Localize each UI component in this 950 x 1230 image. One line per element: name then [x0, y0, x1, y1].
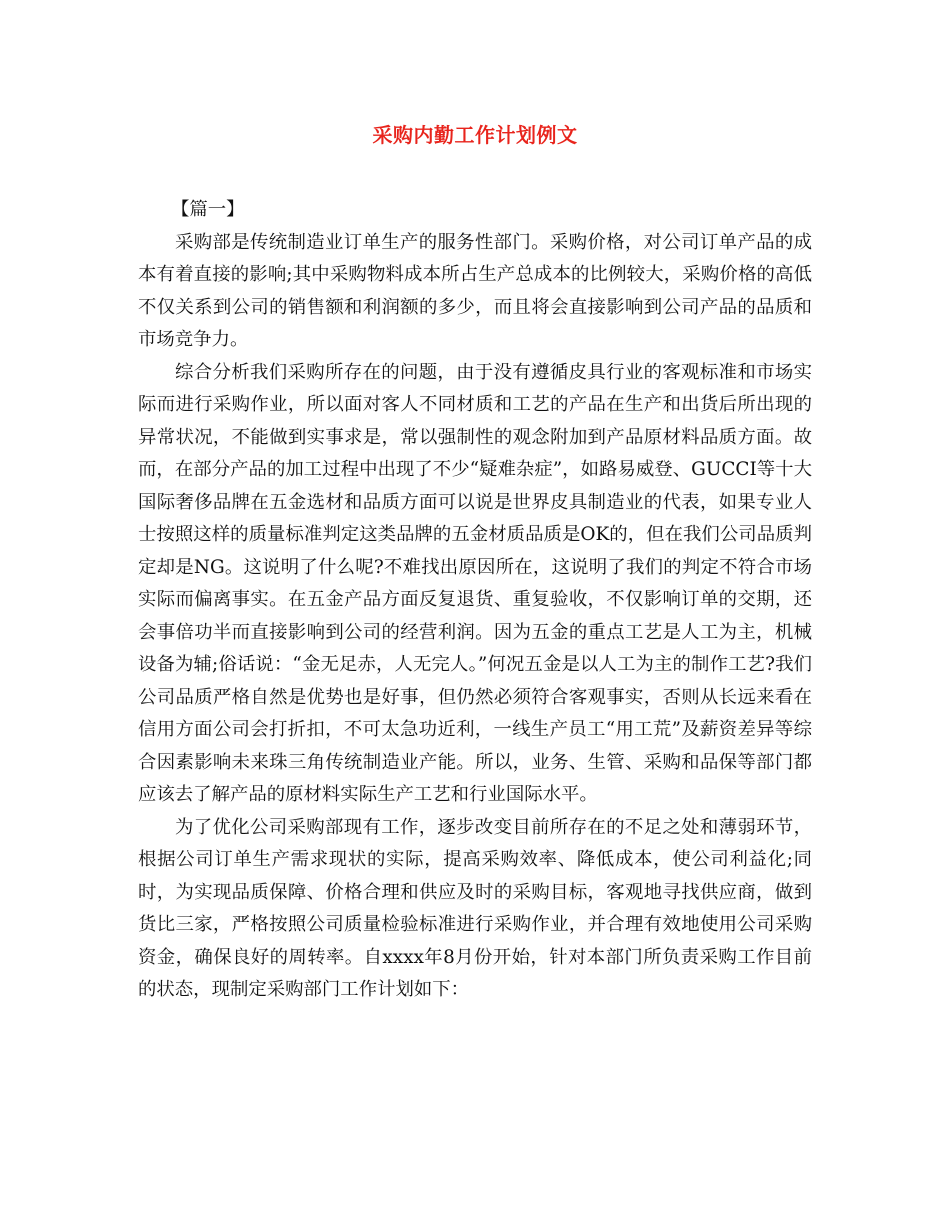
document-body [138, 194, 812, 1007]
section-label: 【篇一】 [171, 199, 245, 220]
page-title: 采购内勤工作计划例文 [372, 123, 578, 147]
paragraph-2: 综合分析我们采购所存在的问题，由于没有遵循皮具行业的客观标准和市场实际而进行采购作业，所以面对客人不同材质和工艺的产品在生产和出货后所出现的异常状况，不能做到实事求是，常以强制性的观念附加到产品原材料品质方面。故而，在部分产品的加工过程中出现了不少“疑难杂症”，如路易威登、GUCCI等十大国际奢侈品牌在五金选材和品质方面可以说是世界皮具制造业的代表，如果专业人士按照这样的质量标准判定这类品牌的五金材质品质是OK的，但在我们公司品质判定却是NG。这说明了什么呢?不难找出原因所在，这说明了我们的判定不符合市场实际而偏离事实。在五金产品方面反复退货、重复验收，不仅影响订单的交期，还会事倍功半而直接影响到公司的经营利润。因为五金的重点工艺是人工为主，机械设备为辅;俗话说：“金无足赤，人无完人。”何况五金是以人工为主的制作工艺?我们公司品质严格自然是优势也是好事，但仍然必须符合客观事实，否则从长远来看在信用方面公司会打折扣，不可太急功近利，一线生产员工“用工荒”及薪资差异等综合因素影响未来珠三角传统制造业产能。所以，业务、生管、采购和品保等部门都应该去了解产品的原材料实际生产工艺和行业国际水平。 [138, 361, 812, 805]
paragraph-3: 为了优化公司采购部现有工作，逐步改变目前所存在的不足之处和薄弱环节，根据公司订单生产需求现状的实际，提高采购效率、降低成本，使公司利益化;同时，为实现品质保障、价格合理和供应及时的采购目标，客观地寻找供应商，做到货比三家，严格按照公司质量检验标准进行采购作业，并合理有效地使用公司采购资金，确保良好的周转率。自xxxx年8月份开始，针对本部门所负责采购工作目前的状态，现制定采购部门工作计划如下： [138, 816, 812, 1000]
paragraph-1: 采购部是传统制造业订单生产的服务性部门。采购价格，对公司订单产品的成本有着直接的影响;其中采购物料成本所占生产总成本的比例较大，采购价格的高低不仅关系到公司的销售额和利润额的多少，而且将会直接影响到公司产品的品质和市场竞争力。 [138, 231, 812, 350]
